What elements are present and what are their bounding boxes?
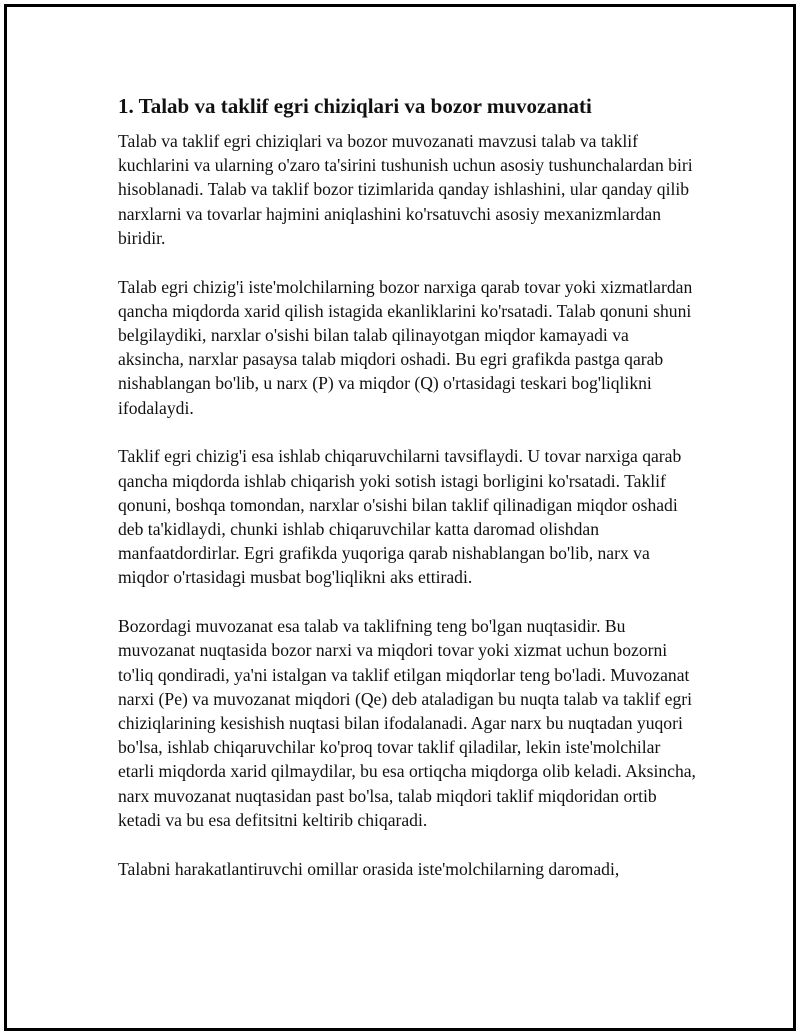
paragraph-market-equilibrium: Bozordagi muvozanat esa talab va taklifning teng bo'lgan nuqtasidir. Bu muvozanat nuqtasida bozor narxi va miqdori tovar yoki xizmat uchun bozorni to'liq qondiradi, ya'ni istalgan va taklif etilgan miqdorlar teng bo'ladi. Muvozanat narxi (Pe) va muvozanat miqdori (Qe) deb ataladigan bu nuqta talab va taklif egri chiziqlarining kesishish nuqtasi bilan ifodalanadi. Agar narx bu nuqtadan yuqori bo'lsa, ishlab chiqaruvchilar ko'proq tovar taklif qiladilar, lekin iste'molchilar etarli miqdorda xarid qilmaydilar, bu esa ortiqcha miqdorga olib keladi. Aksincha, narx muvozanat nuqtasidan past bo'lsa, talab miqdori taklif miqdoridan ortib ketadi va bu esa defitsitni keltirib chiqaradi. [118, 616, 696, 830]
paragraph-intro: Talab va taklif egri chiziqlari va bozor muvozanati mavzusi talab va taklif kuchlarini va ularning o'zaro ta'sirini tushunish uchun asosiy tushunchalardan biri hisoblanadi. Talab va taklif bozor tizimlarida qanday ishlashini, ular qanday qilib narxlarni va tovarlar hajmini aniqlashini ko'rsatuvchi asosiy mexanizmlardan biridir. [118, 131, 693, 248]
section-heading: 1. Talab va taklif egri chiziqlari va bozor muvozanati [118, 94, 592, 118]
paragraph-demand-curve: Talab egri chizig'i iste'molchilarning bozor narxiga qarab tovar yoki xizmatlardan qancha miqdorda xarid qilish istagida ekanliklarini ko'rsatadi. Talab qonuni shuni belgilaydiki, narxlar o'sishi bilan talab qilinayotgan miqdor kamayadi va aksincha, narxlar pasaysa talab miqdori oshadi. Bu egri grafikda pastga qarab nishablangan bo'lib, u narx (P) va miqdor (Q) o'rtasidagi teskari bog'liqlikni ifodalaydi. [118, 276, 693, 418]
paragraph-supply-curve: Taklif egri chizig'i esa ishlab chiqaruvchilarni tavsiflaydi. U tovar narxiga qarab qancha miqdorda ishlab chiqarish yoki sotish istagi borligini ko'rsatadi. Taklif qonuni, boshqa tomondan, narxlar o'sishi bilan taklif qilinadigan miqdor oshadi deb ta'kidlaydi, chunki ishlab chiqaruvchilar katta daromad olishdan manfaatdordirlar. Egri grafikda yuqoriga qarab nishablangan bo'lib, narx va miqdor o'rtasidagi musbat bog'liqlikni aks ettiradi. [118, 446, 682, 588]
paragraph-demand-factors: Talabni harakatlantiruvchi omillar orasida iste'molchilarning daromadi, [118, 858, 620, 879]
document-body [118, 92, 698, 905]
